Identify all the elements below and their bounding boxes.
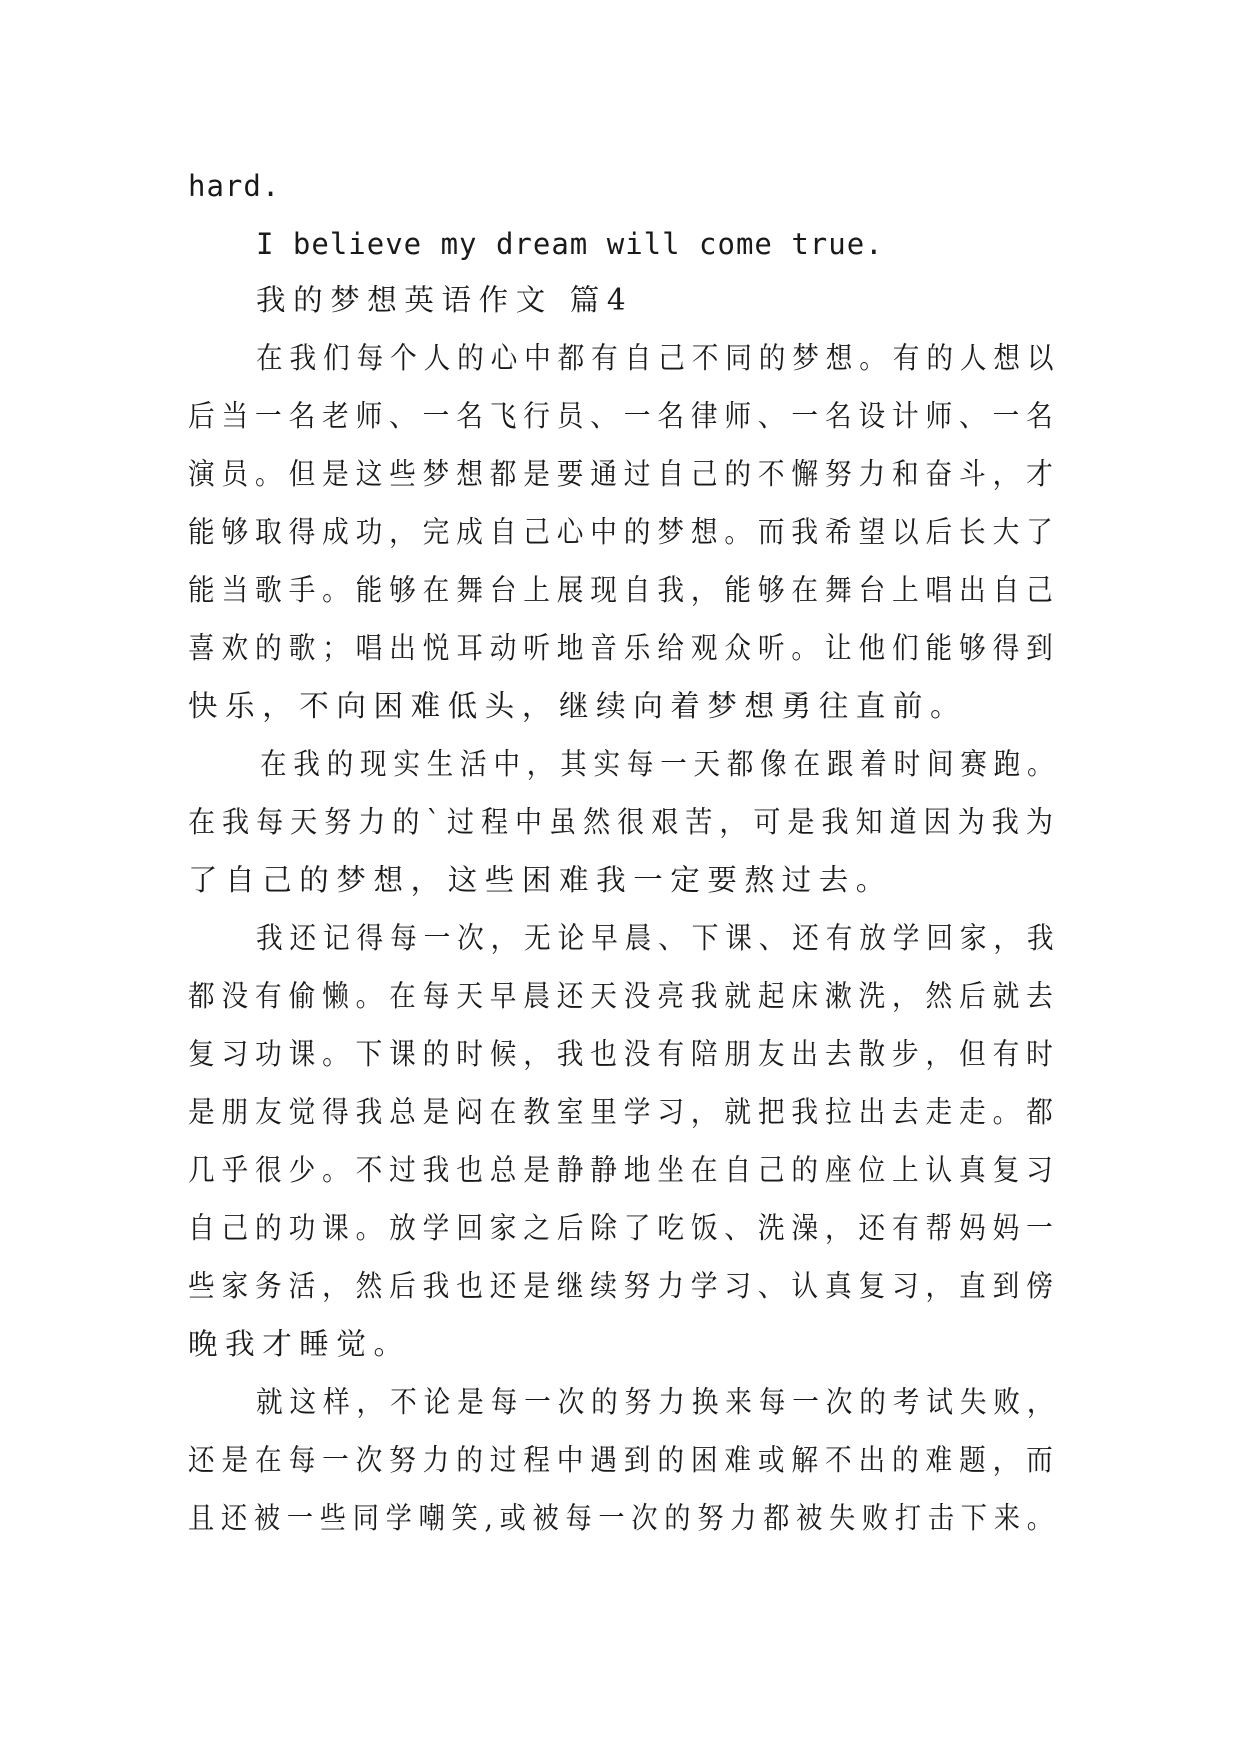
text-line: 了自己的梦想，这些困难我一定要熬过去。 (188, 863, 893, 897)
text-line: 能够取得成功，完成自己心中的梦想。而我希望以后长大了 (188, 515, 1060, 549)
text-line: 在我的现实生活中，其实每一天都像在跟着时间赛跑。 (260, 747, 1061, 781)
section-heading: 我的梦想英语作文 篇4 (256, 283, 634, 317)
text-line: 些家务活，然后我也还是继续努力学习、认真复习，直到傍 (188, 1269, 1060, 1303)
text-line: 复习功课。下课的时候，我也没有陪朋友出去散步，但有时 (188, 1037, 1060, 1071)
text-line: 就这样，不论是每一次的努力换来每一次的考试失败， (256, 1385, 1061, 1419)
text-line: 晚我才睡觉。 (188, 1327, 411, 1361)
text-line: 喜欢的歌；唱出悦耳动听地音乐给观众听。让他们能够得到 (188, 631, 1060, 665)
text-line: 能当歌手。能够在舞台上展现自我，能够在舞台上唱出自己 (188, 573, 1060, 607)
text-line: 后当一名老师、一名飞行员、一名律师、一名设计师、一名 (188, 399, 1060, 433)
text-line: I believe my dream will come true. (256, 227, 884, 261)
text-line: 且还被一些同学嘲笑,或被每一次的努力都被失败打击下来。 (188, 1501, 1060, 1535)
text-line: 还是在每一次努力的过程中遇到的困难或解不出的难题，而 (188, 1443, 1060, 1477)
text-line: 几乎很少。不过我也总是静静地坐在自己的座位上认真复习 (188, 1153, 1060, 1187)
text-line: 都没有偷懒。在每天早晨还天没亮我就起床漱洗，然后就去 (188, 979, 1060, 1013)
text-line: 我还记得每一次，无论早晨、下课、还有放学回家，我 (256, 921, 1061, 955)
text-line: 快乐，不向困难低头，继续向着梦想勇往直前。 (188, 689, 968, 723)
text-line: 自己的功课。放学回家之后除了吃饭、洗澡，还有帮妈妈一 (188, 1211, 1060, 1245)
text-line: hard. (188, 169, 281, 203)
text-line: 演员。但是这些梦想都是要通过自己的不懈努力和奋斗，才 (188, 457, 1060, 491)
text-line: 在我每天努力的`过程中虽然很艰苦，可是我知道因为我为 (188, 805, 1060, 839)
text-line: 在我们每个人的心中都有自己不同的梦想。有的人想以 (256, 341, 1061, 375)
text-line: 是朋友觉得我总是闷在教室里学习，就把我拉出去走走。都 (188, 1095, 1060, 1129)
